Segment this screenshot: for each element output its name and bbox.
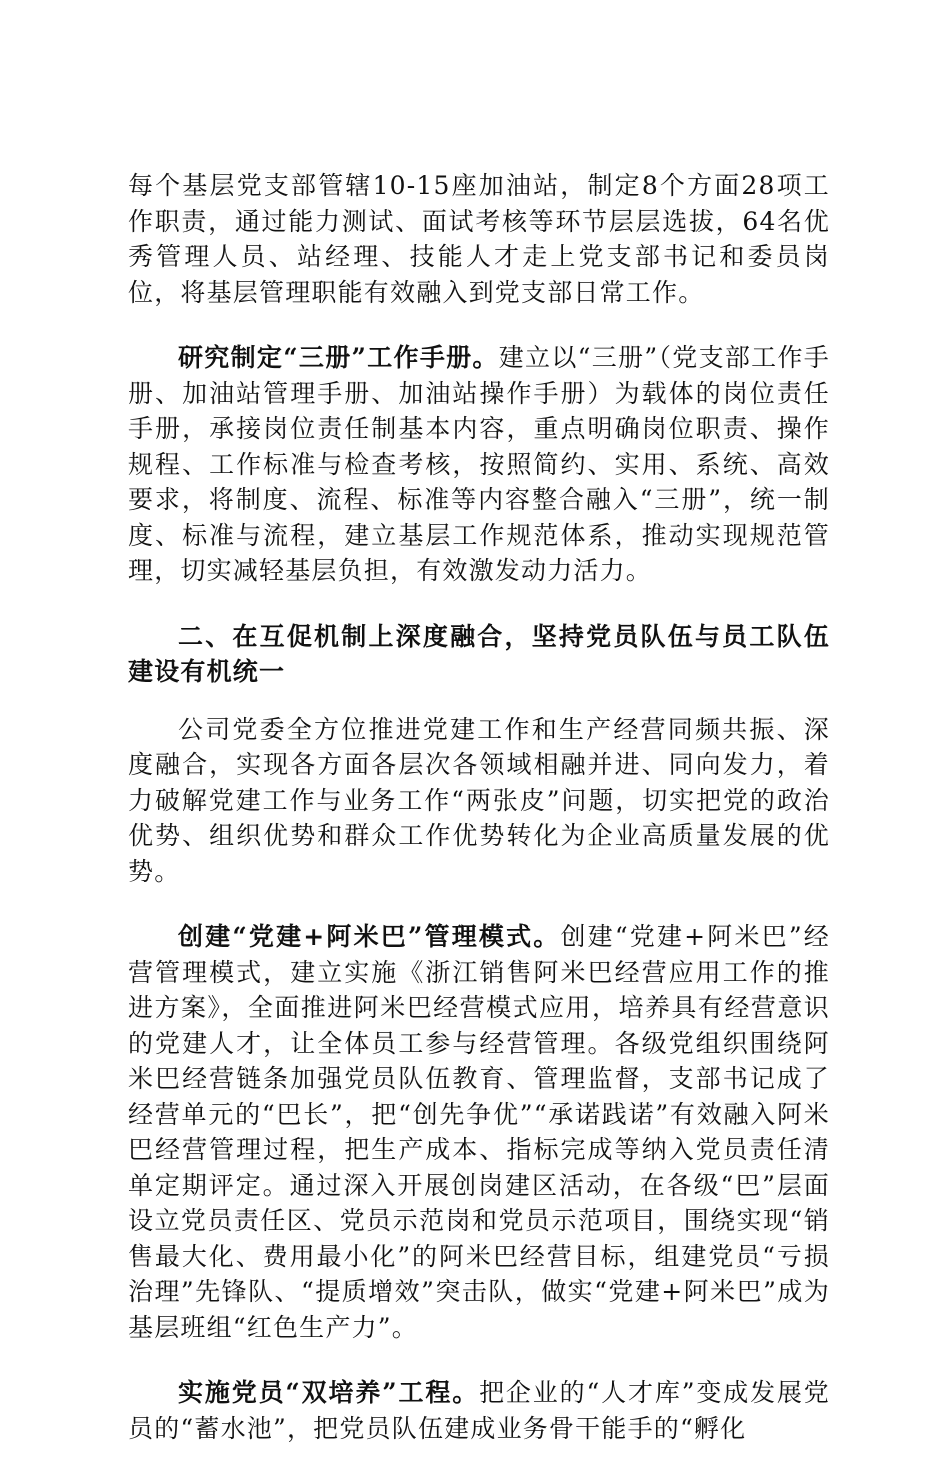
paragraph-amoeba-model bbox=[128, 919, 830, 1345]
paragraph-lead: 实施党员“双培养”工程。 bbox=[178, 1378, 480, 1407]
paragraph-text: 每个基层党支部管辖10-15座加油站，制定8个方面28项工作职责，通过能力测试、面试考核等环节层层选拔，64名优秀管理人员、站经理、技能人才走上党支部书记和委员岗位，将基层管理职能有效融入到党支部日常工作。 bbox=[128, 171, 830, 307]
paragraph-branch-structure bbox=[128, 168, 830, 310]
paragraph-text: 建立以“三册”（党支部工作手册、加油站管理手册、加油站操作手册）为载体的岗位责任手册，承接岗位责任制基本内容，重点明确岗位职责、操作规程、工作标准与检查考核，按照简约、实用、系统、高效要求，将制度、流程、标准等内容整合融入“三册”，统一制度、标准与流程，建立基层工作规范体系，推动实现规范管理，切实减轻基层负担，有效激发动力活力。 bbox=[128, 343, 830, 585]
section-heading-two: 二、在互促机制上深度融合，坚持党员队伍与员工队伍建设有机统一 bbox=[128, 621, 830, 686]
paragraph-three-manuals bbox=[128, 340, 830, 589]
document-page bbox=[128, 168, 830, 1476]
paragraph-party-committee bbox=[128, 712, 830, 890]
paragraph-text: 把企业的“人才库”变成发展党员的“蓄水池”，把党员队伍建成业务骨干能手的“孵化 bbox=[128, 1378, 830, 1443]
paragraph-text: 公司党委全方位推进党建工作和生产经营同频共振、深度融合，实现各方面各层次各领域相融并进、同向发力，着力破解党建工作与业务工作“两张皮”问题，切实把党的政治优势、组织优势和群众工作优势转化为企业高质量发展的优势。 bbox=[128, 714, 830, 886]
paragraph-text: 创建“党建+阿米巴”经营管理模式，建立实施《浙江销售阿米巴经营应用工作的推进方案》，全面推进阿米巴经营模式应用，培养具有经营意识的党建人才，让全体员工参与经营管理。各级党组织围绕阿米巴经营链条加强党员队伍教育、管理监督，支部书记成了经营单元的“巴长”，把“创先争优”“承诺践诺”有效融入阿米巴经营管理过程，把生产成本、指标完成等纳入党员责任清单定期评定。通过深入开展创岗建区活动，在各级“巴”层面设立党员责任区、党员示范岗和党员示范项目，围绕实现“销售最大化、费用最小化”的阿米巴经营目标，组建党员“亏损治理”先锋队、“提质增效”突击队，做实“党建+阿米巴”成为基层班组“红色生产力”。 bbox=[128, 922, 830, 1342]
paragraph-lead: 研究制定“三册”工作手册。 bbox=[178, 343, 499, 372]
paragraph-lead: 创建“党建+阿米巴”管理模式。 bbox=[178, 922, 561, 951]
paragraph-double-cultivation bbox=[128, 1375, 830, 1446]
